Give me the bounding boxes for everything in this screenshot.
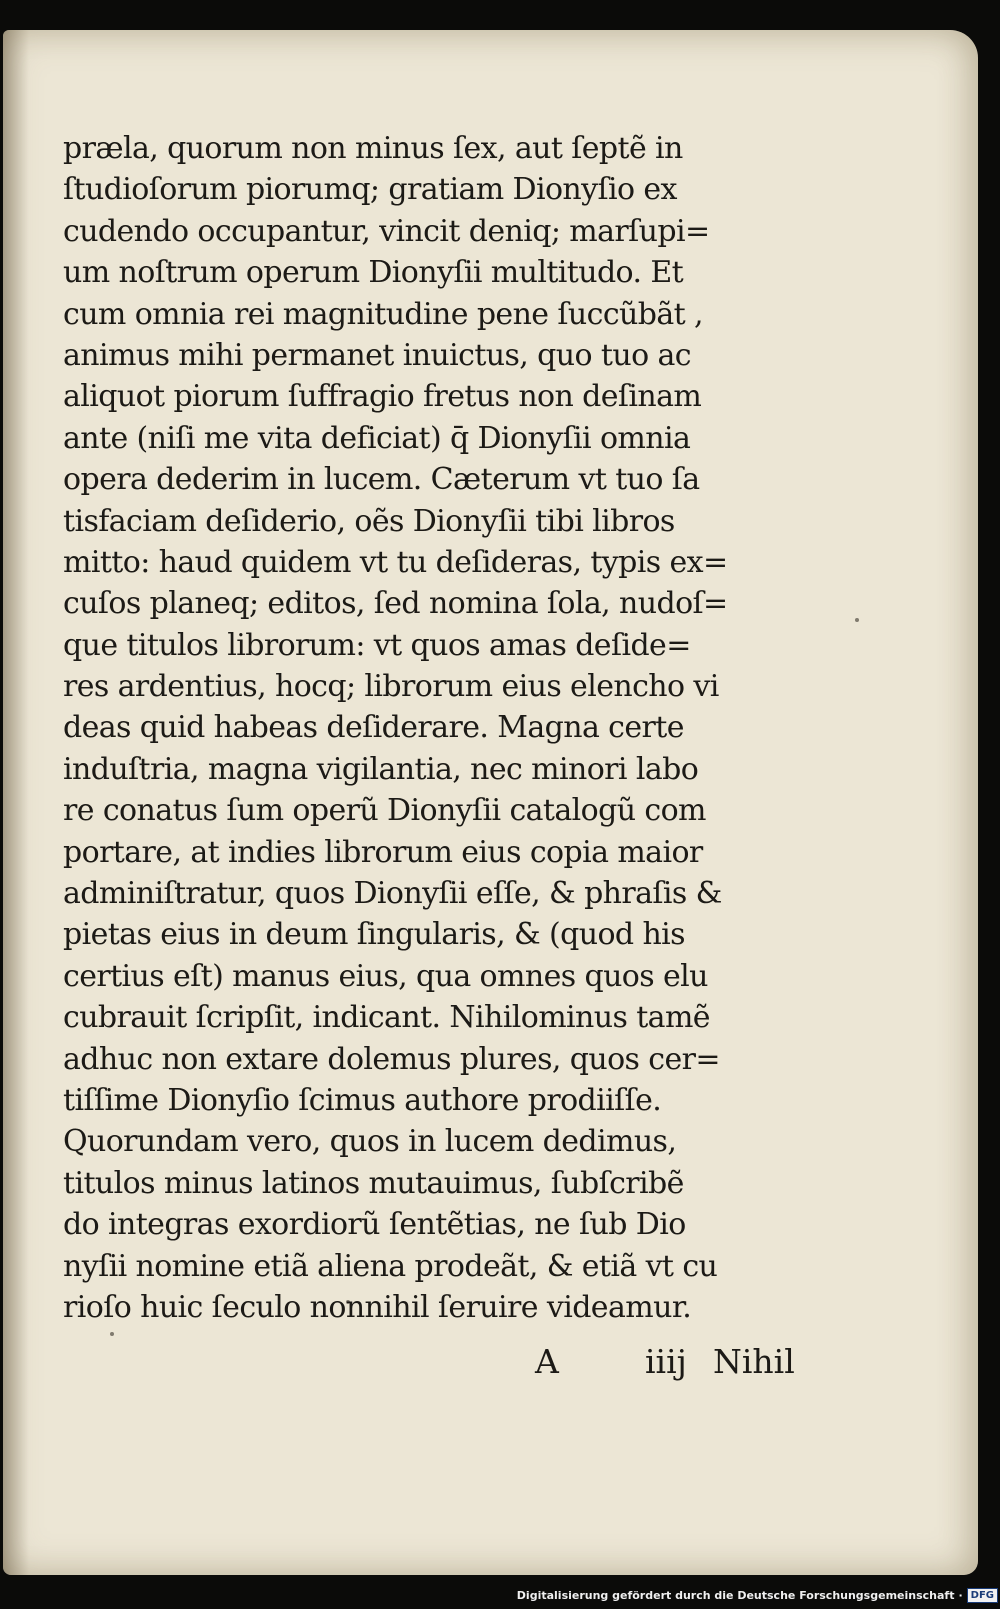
text-line: re conatus ſum operũ Dionyſii catalogũ com [63, 793, 706, 829]
signature-mark: A [535, 1342, 559, 1381]
text-line: deas quid habeas deſiderare. Magna certe [63, 710, 684, 746]
signature-number: iiij [645, 1342, 687, 1381]
text-line: ſtudioſorum piorumq; gratiam Dionyſio ex [63, 172, 677, 208]
text-line: aliquot piorum ſuffragio fretus non deſinam [63, 379, 702, 415]
text-line: certius eſt) manus eius, qua omnes quos elu [63, 958, 708, 994]
text-line: cuſos planeq; editos, ſed nomina ſola, nudoſ= [63, 586, 728, 622]
text-line: induſtria, magna vigilantia, nec minori labo [63, 751, 699, 787]
text-line: que titulos librorum: vt quos amas deſide= [63, 627, 691, 663]
text-line: tiſſime Dionyſio ſcimus authore prodiiſſe. [63, 1082, 662, 1118]
text-line: cum omnia rei magnitudine pene ſuccũbãt , [63, 296, 703, 332]
text-line: portare, at indies librorum eius copia maior [63, 834, 703, 870]
text-line: cudendo occupantur, vincit deniq; marſupi= [63, 213, 710, 249]
text-line: tisfaciam deſiderio, oẽs Dionyſii tibi libros [63, 503, 675, 539]
text-line: ante (niſi me vita deficiat) q̄ Dionyſii omnia [63, 420, 691, 456]
text-line: Quorundam vero, quos in lucem dedimus, [63, 1124, 677, 1160]
text-line: cubrauit ſcripſit, indicant. Nihilominus tamẽ [63, 1000, 710, 1036]
credit-text: Digitalisierung gefördert durch die Deutsche Forschungsgemeinschaft [516, 1589, 955, 1602]
text-line: rioſo huic ſeculo nonnihil ſeruire videamur. [63, 1289, 692, 1325]
text-line: adminiſtratur, quos Dionyſii eſſe, & phraſis & [63, 876, 722, 912]
text-line: do integras exordiorũ ſentẽtias, ne ſub Dio [63, 1207, 686, 1243]
text-line: nyſii nomine etiã aliena prodeãt, & etiã vt cu [63, 1248, 718, 1284]
text-line: mitto: haud quidem vt tu deſideras, typis ex= [63, 544, 728, 580]
digitization-credit: Digitalisierung gefördert durch die Deutsche Forschungsgemeinschaft · DFG [517, 1588, 998, 1603]
text-line: titulos minus latinos mutauimus, ſubſcribẽ [63, 1165, 684, 1201]
text-line: animus mihi permanet inuictus, quo tuo ac [63, 337, 691, 373]
text-line: res ardentius, hocq; librorum eius elencho vi [63, 669, 719, 705]
text-line: opera dederim in lucem. Cæterum vt tuo ſa [63, 462, 700, 498]
paper-speck [855, 618, 859, 622]
catchword: Nihil [713, 1342, 795, 1381]
paper-speck [110, 1332, 114, 1336]
text-line: pietas eius in deum ſingularis, & (quod his [63, 917, 685, 953]
text-line: præla, quorum non minus ſex, aut ſeptẽ in [63, 131, 683, 166]
dfg-logo-icon: DFG [967, 1588, 998, 1603]
body-text [63, 128, 823, 1328]
text-line: adhuc non extare dolemus plures, quos cer= [63, 1041, 720, 1077]
book-page [3, 30, 978, 1575]
text-line: um noſtrum operum Dionyſii multitudo. Et [63, 255, 684, 291]
